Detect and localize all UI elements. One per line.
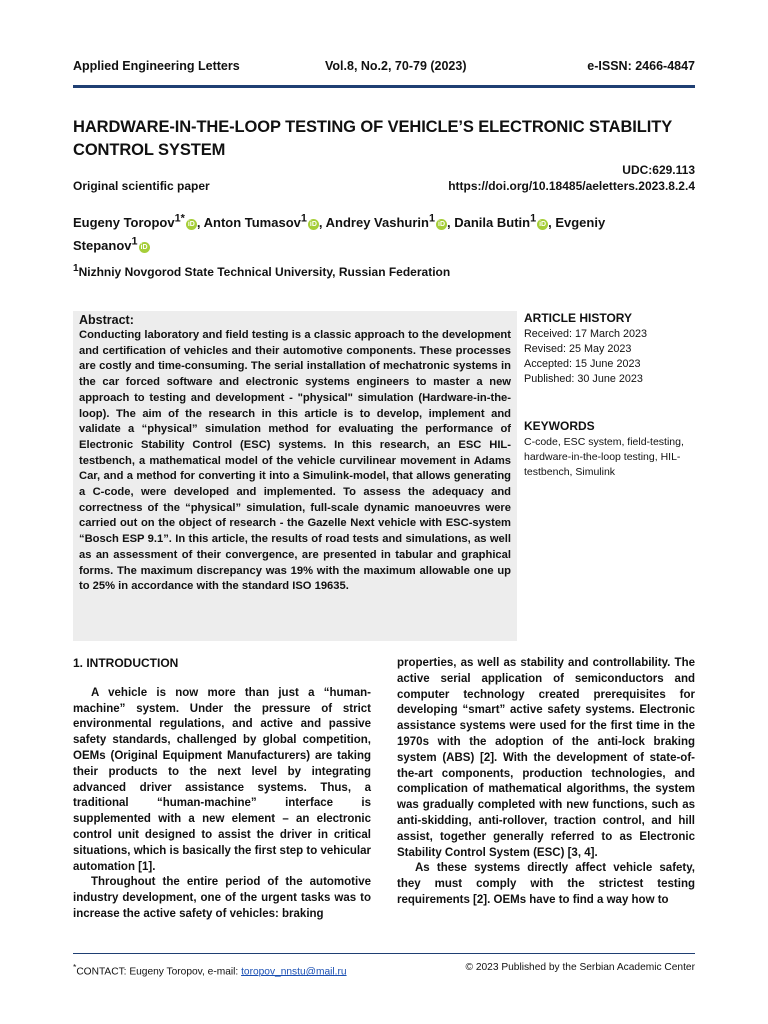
keywords-heading: KEYWORDS: [524, 419, 595, 433]
orcid-icon[interactable]: iD: [309, 221, 317, 229]
published-date: Published: 30 June 2023: [524, 373, 643, 385]
orcid-icon[interactable]: iD: [187, 221, 195, 229]
paragraph: properties, as well as stability and controllability. The active serial application of semiconductors and computer technology created prerequisites for developing “smart” active safety systems. Electronic assistance systems were used for the first time in the 1970s with the adoption of the anti-lock braking system (ABS) [2]. With the development of state-of-the-art components, production technologies, and complication of mathematical algorithms, the system was gradually completed with new functions, such as anti-skidding, anti-rollover, traction control, and hill assist, together generally referred to as Electronic Stability Control System (ESC) [3, 4].: [397, 657, 695, 859]
header-rule: [73, 85, 695, 88]
paragraph: A vehicle is now more than just a “human-machine” system. Under the pressure of strict environmental regulations, and active and passive safety standards, challenged by global competition, OEMs (Original Equipment Manufacturers) are taking their products to the next level by integrating advanced driver assistance systems. Thus, a traditional “human-machine” interface is supplemented with a new element – an electronic control unit designed to assist the driver in critical situations, which is basically the first step to vehicular automation [1].: [73, 686, 371, 873]
volume-info: Vol.8, No.2, 70-79 (2023): [325, 59, 467, 73]
abstract-text: Conducting laboratory and field testing is a classic approach to the development and certification of vehicles and their automotive components. These processes are costly and time-consuming. The serial installation of mechatronic systems in the car forced software and electronic systems engineers to master a new approach to testing and development - "physical" simulation (Hardware-in-the-loop). The aim of the research in this article is to develop, implement and validate a “physical” simulation method for evaluating the performance of Electronic Stability Control (ESC) systems. In this research, an ESC HIL-testbench, a mathematical model of the vehicle curvilinear movement in Adams Car, and a method for converting it into a Simulink-model, that allows generating a C-code, were developed and implemented. To assess the adequacy and correctness of the “physical” simulation, full-scale dynamic manoeuvres were carried out on the object of research - the Gazelle Next vehicle with ESC-system “Bosch ESP 9.1”. In this article, the results of road tests and simulations, as well as an assessment of their convergence, are presented in tabular and graphical forms. The maximum discrepancy was 19% with the maximum allowable one up to 25% in accordance with the standard ISO 19635.: [79, 329, 511, 593]
footer-rule: [73, 953, 695, 954]
author-4: Danila Butin$^1$ iD ,: [454, 213, 556, 231]
revised-date: Revised: 25 May 2023: [524, 343, 632, 355]
article-history: [524, 311, 699, 387]
author-2: Anton Tumasov$^1$ iD ,: [203, 213, 326, 231]
keywords-text: C-code, ESC system, field-testing, hardware-in-the-loop testing, HIL-testbench, Simulink: [524, 436, 684, 478]
paragraph: Throughout the entire period of the automotive industry development, one of the urgent tasks was to increase the active safety of vehicles: braking: [73, 876, 371, 920]
issn: e-ISSN: 2466-4847: [587, 59, 695, 73]
paper-type: Original scientific paper: [73, 179, 210, 193]
keywords: [524, 419, 699, 480]
article-history-heading: ARTICLE HISTORY: [524, 311, 633, 325]
author-list: [73, 210, 673, 255]
running-header: [73, 59, 695, 77]
abstract-heading: Abstract:: [79, 313, 134, 327]
affiliation: $^1$Nizhniy Novgorod State Technical University, Russian Federation: [73, 263, 451, 279]
received-date: Received: 17 March 2023: [524, 328, 648, 340]
accepted-date: Accepted: 15 June 2023: [524, 358, 641, 370]
orcid-icon[interactable]: iD: [539, 221, 547, 229]
journal-name: Applied Engineering Letters: [73, 59, 240, 73]
abstract-box: [73, 311, 517, 641]
orcid-icon[interactable]: iD: [438, 221, 445, 229]
copyright: © 2023 Published by the Serbian Academic Center: [465, 962, 695, 973]
paragraph: As these systems directly affect vehicle safety, they must comply with the strictest testing requirements [2]. OEMs have to find a way how to: [397, 862, 695, 906]
udc-code: UDC:629.113: [622, 163, 695, 177]
contact-footnote: *CONTACT: Eugeny Toropov, e-mail: toropov_nnstu@mail.ru: [73, 962, 347, 978]
section-heading: 1. INTRODUCTION: [73, 656, 179, 670]
email-link[interactable]: toropov_nnstu@mail.ru: [241, 966, 347, 978]
author-3: Andrey Vashurin$^1$ iD ,: [325, 213, 455, 231]
paper-title: HARDWARE-IN-THE-LOOP TESTING OF VEHICLE’S ELECTRONIC STABILITY CONTROL SYSTEM: [73, 118, 672, 159]
doi-link[interactable]: https://doi.org/10.18485/aeletters.2023.8.2.4: [448, 179, 695, 193]
orcid-icon[interactable]: iD: [140, 243, 148, 251]
author-5: Evgeniy Stepanov$^1$ iD: [73, 215, 606, 253]
body-column-left: [73, 656, 371, 923]
body-column-right: [397, 656, 695, 909]
author-1: Eugeny Toropov$^{1*}$ iD ,: [73, 213, 204, 231]
